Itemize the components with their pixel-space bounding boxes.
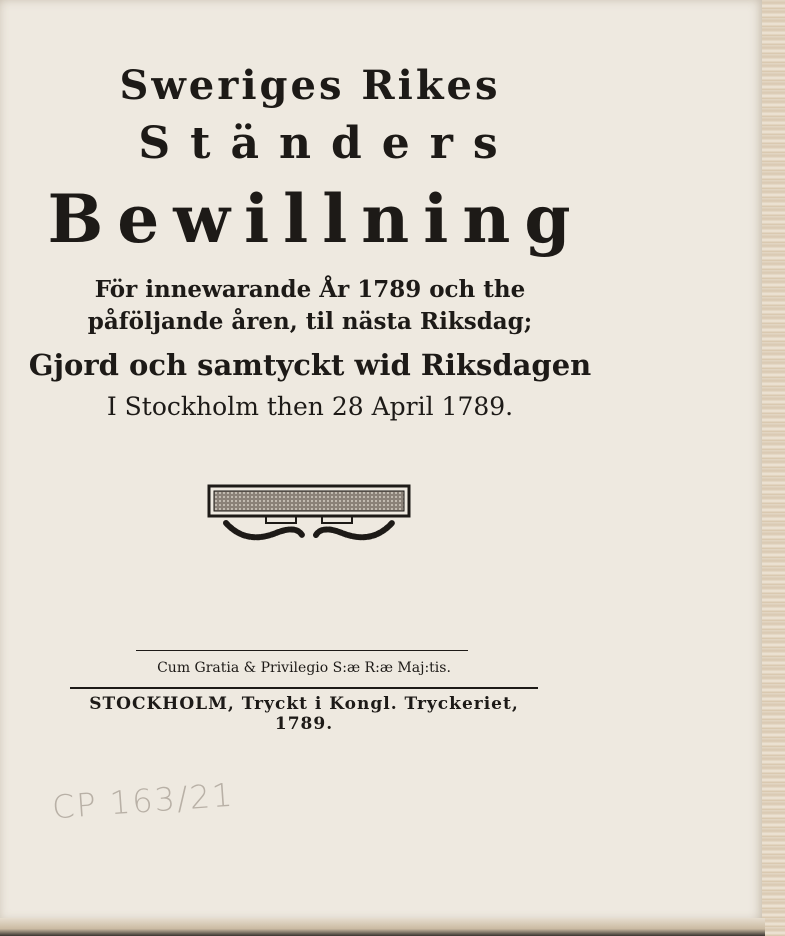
rule-top bbox=[136, 650, 468, 651]
subtitle-line-1: För innewarande År 1789 och the bbox=[94, 276, 526, 303]
title-line-2: Ständers bbox=[138, 118, 518, 169]
subtitle-line-3: Gjord och samtyckt wid Riksdagen bbox=[28, 348, 592, 382]
subtitle-line-2: påföljande åren, til nästa Riksdag; bbox=[87, 308, 533, 335]
title-line-1: Sweriges Rikes bbox=[119, 62, 501, 109]
rule-bottom bbox=[70, 687, 538, 689]
imprint-line: STOCKHOLM, Tryckt i Kongl. Tryckeriet, 1789. bbox=[89, 694, 519, 734]
subtitle-line-4: I Stockholm then 28 April 1789. bbox=[106, 392, 514, 421]
page-edge bbox=[762, 0, 785, 936]
pencil-shelfmark: CP 163/21 bbox=[50, 775, 236, 827]
printers-ornament bbox=[206, 483, 412, 553]
bottom-edge bbox=[0, 918, 765, 936]
privilege-line: Cum Gratia & Privilegio S:æ R:æ Maj:tis. bbox=[157, 660, 451, 676]
title-line-3: Bewillning bbox=[47, 180, 585, 258]
